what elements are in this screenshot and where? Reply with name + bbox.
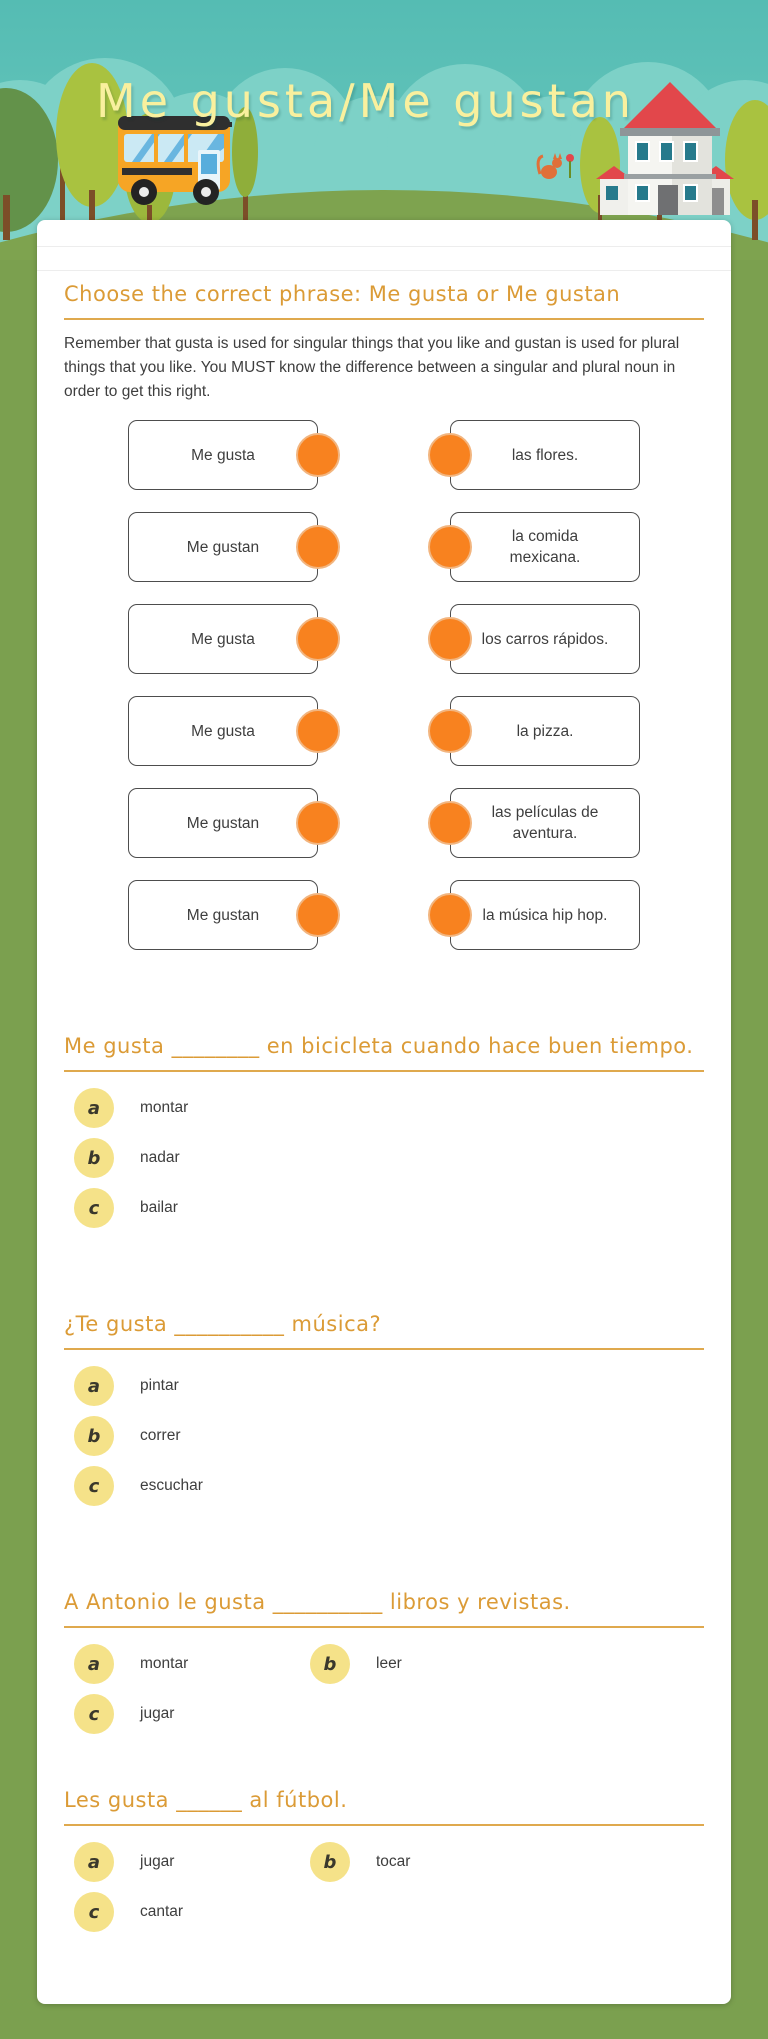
match-connector-dot[interactable]	[428, 617, 472, 661]
ruled-line	[37, 270, 731, 271]
answer-option[interactable]	[74, 1694, 300, 1734]
answer-option[interactable]	[74, 1416, 704, 1456]
match-row	[64, 420, 704, 490]
option-letter-badge[interactable]: a	[74, 1644, 114, 1684]
option-letter-badge[interactable]: a	[74, 1088, 114, 1128]
matching-section	[64, 282, 704, 950]
matching-grid	[64, 420, 704, 950]
match-connector-dot[interactable]	[296, 617, 340, 661]
match-row	[64, 788, 704, 858]
match-left-box[interactable]	[128, 512, 318, 582]
option-letter-badge[interactable]: c	[74, 1188, 114, 1228]
answer-option[interactable]	[74, 1188, 704, 1228]
match-connector-dot[interactable]	[296, 525, 340, 569]
match-left-text: Me gustan	[186, 906, 260, 924]
question-3	[64, 1590, 704, 1734]
option-label: pintar	[140, 1377, 179, 1394]
answer-option[interactable]	[310, 1644, 704, 1684]
option-label: montar	[140, 1655, 189, 1672]
answer-option[interactable]	[74, 1892, 300, 1932]
question-prompt: ¿Te gusta __________ música?	[64, 1312, 704, 1350]
option-letter-badge[interactable]: c	[74, 1694, 114, 1734]
option-label: bailar	[140, 1199, 178, 1216]
option-label: leer	[376, 1655, 402, 1672]
match-left-box[interactable]	[128, 420, 318, 490]
answer-option[interactable]	[74, 1366, 704, 1406]
question-prompt: Les gusta ______ al fútbol.	[64, 1788, 704, 1826]
option-letter-badge[interactable]: b	[74, 1416, 114, 1456]
ruled-line	[37, 246, 731, 247]
match-right-text: la comida mexicana.	[509, 528, 581, 566]
match-row	[64, 512, 704, 582]
options-list	[64, 1842, 704, 1932]
option-label: correr	[140, 1427, 181, 1444]
match-connector-dot[interactable]	[428, 893, 472, 937]
question-1	[64, 1034, 704, 1228]
match-right-box[interactable]	[450, 880, 640, 950]
matching-heading: Choose the correct phrase: Me gusta or Me gustan	[64, 282, 704, 320]
answer-option[interactable]	[74, 1088, 704, 1128]
match-left-text: Me gustan	[186, 538, 260, 556]
option-label: jugar	[140, 1853, 175, 1870]
options-list	[64, 1088, 704, 1228]
page-title: Me gusta/Me gustan	[96, 74, 635, 128]
question-4	[64, 1788, 704, 1932]
match-right-box[interactable]	[450, 696, 640, 766]
question-prompt: A Antonio le gusta __________ libros y revistas.	[64, 1590, 704, 1628]
option-letter-badge[interactable]: a	[74, 1366, 114, 1406]
option-label: nadar	[140, 1149, 180, 1166]
option-letter-badge[interactable]: b	[74, 1138, 114, 1178]
option-label: cantar	[140, 1903, 184, 1920]
match-connector-dot[interactable]	[296, 433, 340, 477]
answer-option[interactable]	[74, 1466, 704, 1506]
match-row	[64, 696, 704, 766]
option-label: jugar	[140, 1705, 175, 1722]
match-right-text: la música hip hop.	[482, 906, 608, 924]
options-list	[64, 1644, 704, 1734]
match-left-text: Me gusta	[191, 630, 255, 648]
match-row	[64, 604, 704, 674]
match-right-text: la pizza.	[516, 722, 574, 740]
option-label: tocar	[376, 1853, 411, 1870]
answer-option[interactable]	[74, 1842, 300, 1882]
match-connector-dot[interactable]	[428, 801, 472, 845]
match-right-box[interactable]	[450, 788, 640, 858]
match-left-box[interactable]	[128, 604, 318, 674]
answer-option[interactable]	[74, 1644, 300, 1684]
worksheet-card	[37, 220, 731, 2004]
match-left-text: Me gusta	[191, 446, 255, 464]
match-connector-dot[interactable]	[428, 433, 472, 477]
school-bus-illustration	[118, 116, 232, 205]
option-letter-badge[interactable]: a	[74, 1842, 114, 1882]
matching-instructions: Remember that gusta is used for singular things that you like and gustan is used for plural things that you like. You MUST know the difference between a singular and plural noun in order to get this right.	[64, 335, 680, 400]
match-left-box[interactable]	[128, 696, 318, 766]
option-label: montar	[140, 1099, 189, 1116]
match-left-box[interactable]	[128, 880, 318, 950]
match-right-box[interactable]	[450, 420, 640, 490]
flower-illustration	[566, 154, 574, 162]
match-right-text: las películas de aventura.	[491, 804, 599, 842]
question-prompt: Me gusta ________ en bicicleta cuando hace buen tiempo.	[64, 1034, 704, 1072]
match-connector-dot[interactable]	[296, 709, 340, 753]
match-left-text: Me gustan	[186, 814, 260, 832]
match-connector-dot[interactable]	[428, 709, 472, 753]
match-connector-dot[interactable]	[296, 893, 340, 937]
answer-option[interactable]	[310, 1842, 704, 1882]
answer-option[interactable]	[74, 1138, 704, 1178]
match-connector-dot[interactable]	[296, 801, 340, 845]
match-right-text: los carros rápidos.	[481, 630, 609, 648]
options-list	[64, 1366, 704, 1506]
option-letter-badge[interactable]: b	[310, 1842, 350, 1882]
match-left-box[interactable]	[128, 788, 318, 858]
question-2	[64, 1312, 704, 1506]
match-connector-dot[interactable]	[428, 525, 472, 569]
option-letter-badge[interactable]: c	[74, 1466, 114, 1506]
match-left-text: Me gusta	[191, 722, 255, 740]
match-right-box[interactable]	[450, 512, 640, 582]
option-letter-badge[interactable]: b	[310, 1644, 350, 1684]
match-right-text: las flores.	[511, 446, 579, 464]
match-row	[64, 880, 704, 950]
match-right-box[interactable]	[450, 604, 640, 674]
option-letter-badge[interactable]: c	[74, 1892, 114, 1932]
option-label: escuchar	[140, 1477, 203, 1494]
